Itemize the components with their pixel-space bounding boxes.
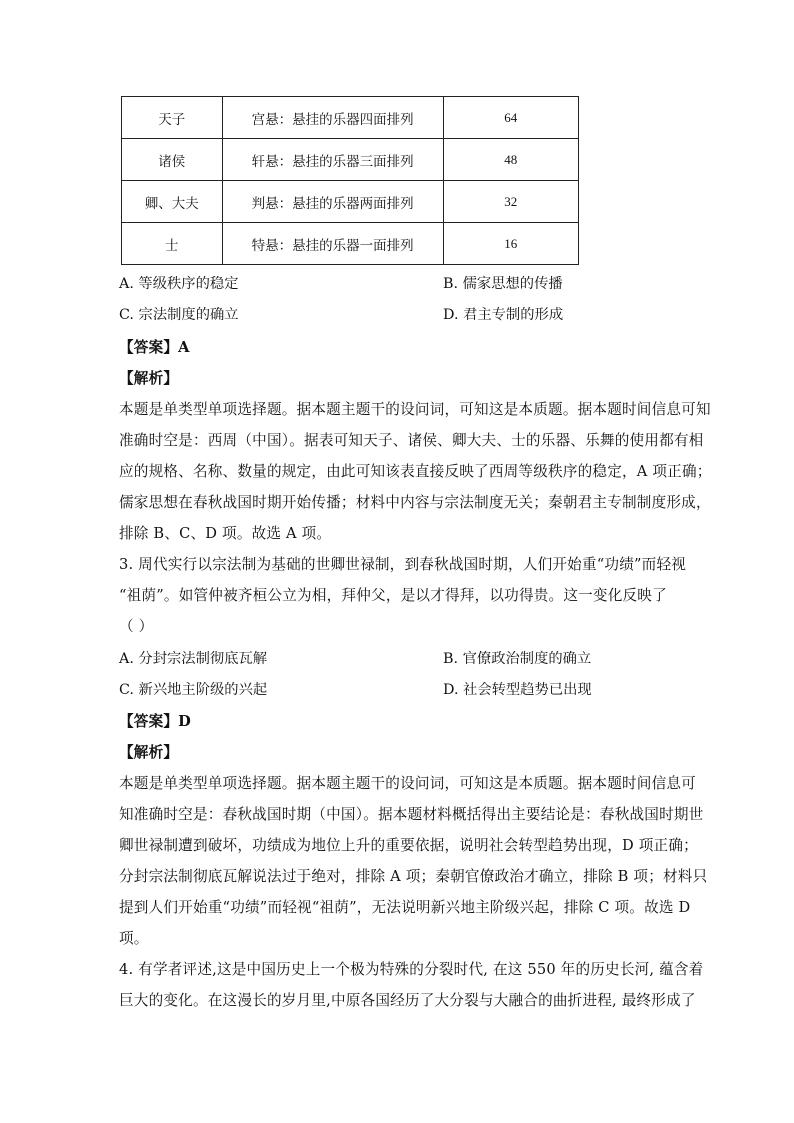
q4-stem-line: 巨大的变化。在这漫长的岁月里,中原各国经历了大分裂与大融合的曲折进程, 最终形成了 — [119, 992, 696, 1009]
count-cell: 32 — [443, 181, 578, 223]
q2-analysis-line: 应的规格、名称、数量的规定，由此可知该表直接反映了西周等级秩序的稳定，A 项正确； — [119, 463, 712, 480]
q2-analysis-line: 排除 B、C、D 项。故选 A 项。 — [119, 525, 332, 542]
arrangement-cell: 宫悬：悬挂的乐器四面排列 — [222, 97, 443, 139]
q3-analysis-line: 知准确时空是：春秋战国时期（中国）。据本题材料概括得出主要结论是：春秋战国时期世 — [119, 806, 704, 823]
q4-stem-line: 4. 有学者评述,这是中国历史上一个极为特殊的分裂时代, 在这 550 年的历史长河, 蕴含着 — [119, 961, 704, 978]
arrangement-cell: 特悬：悬挂的乐器一面排列 — [222, 223, 443, 265]
count-cell: 16 — [443, 223, 578, 265]
q3-option-b: B. 官僚政治制度的确立 — [443, 651, 592, 667]
q3-analysis-line: 提到人们开始重“功绩”而轻视“祖荫”，无法说明新兴地主阶级兴起，排除 C 项。故选 D — [119, 899, 691, 916]
rank-cell: 卿、大夫 — [122, 181, 223, 223]
table-row — [122, 139, 579, 181]
q3-analysis-line: 项。 — [119, 930, 149, 947]
table-row — [122, 181, 579, 223]
music-hanging-table — [121, 96, 579, 265]
q2-answer: 【答案】A — [119, 339, 190, 356]
q2-analysis-line: 儒家思想在春秋战国时期开始传播；材料中内容与宗法制度无关；秦朝君主专制制度形成， — [119, 494, 711, 511]
q3-option-d: D. 社会转型趋势已出现 — [443, 682, 592, 698]
q2-analysis-line: 本题是单类型单项选择题。据本题主题干的设问词，可知这是本质题。据本题时间信息可知 — [119, 401, 711, 418]
q3-stem-line: 3. 周代实行以宗法制为基础的世卿世禄制，到春秋战国时期，人们开始重“功绩”而轻视 — [119, 556, 687, 573]
q3-answer-blank: （ ） — [119, 618, 154, 635]
q2-analysis-line: 准确时空是：西周（中国）。据表可知天子、诸侯、卿大夫、士的乐器、乐舞的使用都有相 — [119, 432, 704, 449]
q3-analysis-line: 分封宗法制彻底瓦解说法过于绝对，排除 A 项；秦朝官僚政治才确立，排除 B 项；材料只 — [119, 868, 708, 885]
q3-analysis-label: 【解析】 — [119, 744, 179, 761]
q3-option-c: C. 新兴地主阶级的兴起 — [119, 682, 268, 698]
rank-cell: 士 — [122, 223, 223, 265]
q2-option-a: A. 等级秩序的稳定 — [119, 276, 239, 292]
arrangement-cell: 判悬：悬挂的乐器两面排列 — [222, 181, 443, 223]
q3-answer: 【答案】D — [119, 713, 192, 730]
q3-analysis-line: 本题是单类型单项选择题。据本题主题干的设问词，可知这是本质题。据本题时间信息可 — [119, 775, 696, 792]
rank-cell: 诸侯 — [122, 139, 223, 181]
q2-option-b: B. 儒家思想的传播 — [443, 276, 563, 292]
table-row — [122, 223, 579, 265]
q2-option-c: C. 宗法制度的确立 — [119, 307, 239, 323]
q2-option-d: D. 君主专制的形成 — [443, 307, 564, 323]
q2-analysis-label: 【解析】 — [119, 370, 179, 387]
rank-cell: 天子 — [122, 97, 223, 139]
table-row — [122, 97, 579, 139]
arrangement-cell: 轩悬：悬挂的乐器三面排列 — [222, 139, 443, 181]
q3-analysis-line: 卿世禄制遭到破坏，功绩成为地位上升的重要依据，说明社会转型趋势出现，D 项正确； — [119, 837, 698, 854]
count-cell: 48 — [443, 139, 578, 181]
q3-option-a: A. 分封宗法制彻底瓦解 — [119, 651, 268, 667]
q3-stem-line: “祖荫”。如管仲被齐桓公立为相，拜仲父，是以才得拜，以功得贵。这一变化反映了 — [119, 587, 667, 604]
count-cell: 64 — [443, 97, 578, 139]
